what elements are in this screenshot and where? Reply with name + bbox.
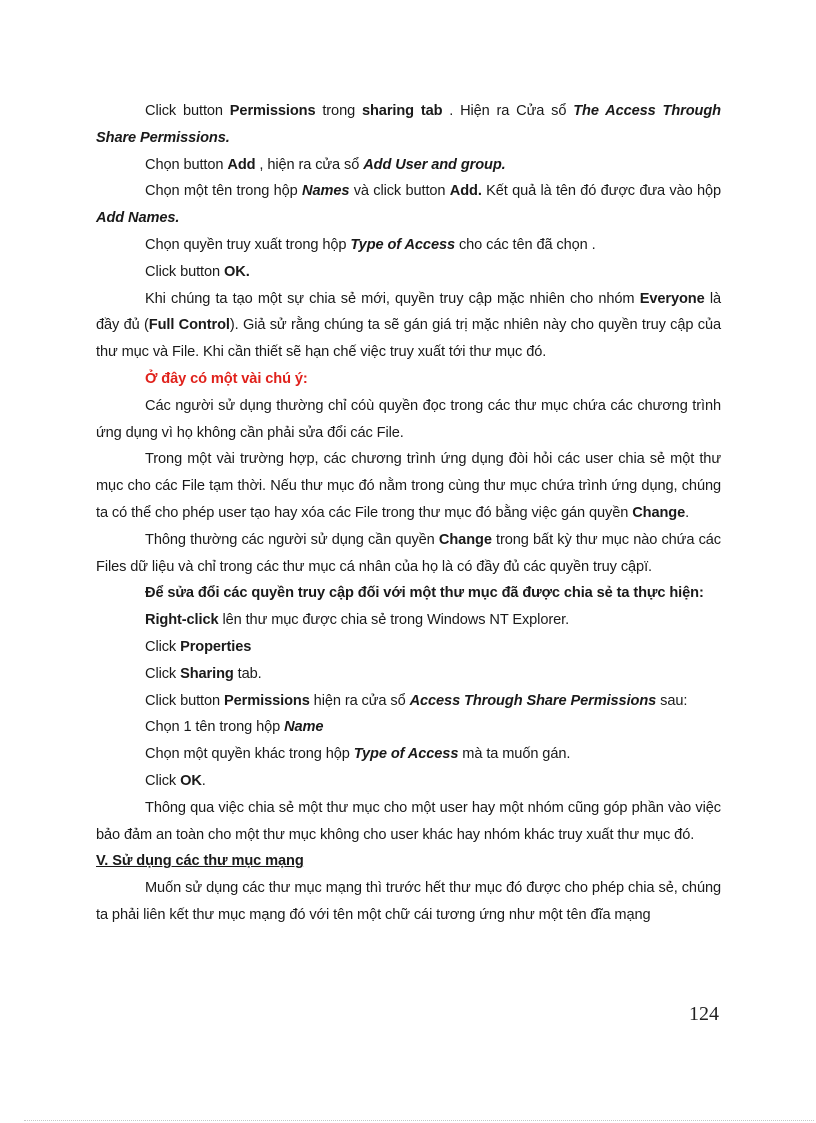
paragraph (96, 152, 721, 179)
text-run: Chọn 1 tên trong hộp (145, 719, 285, 736)
document-body (96, 98, 721, 929)
paragraph (96, 393, 721, 447)
paragraph (96, 661, 721, 688)
text-run: Click button (145, 103, 230, 119)
paragraph (96, 232, 721, 259)
paragraph (96, 580, 721, 607)
text-run: trong (315, 103, 362, 119)
text-run: Names (302, 183, 350, 200)
paragraph (96, 688, 721, 715)
text-run: . (201, 772, 206, 789)
paragraph (96, 286, 721, 366)
text-run: Thông qua việc chia sẻ một thư mục cho một user hay một nhóm cũng góp phần vào việc bảo đảm an toàn cho một thư mục không cho user khác hay nhóm khác truy xuất thư mục đó. (96, 799, 721, 843)
text-run: Type of Access (350, 236, 455, 253)
text-run: Type of Access (353, 746, 459, 763)
text-run: Click (145, 638, 181, 655)
text-run: Access Through Share Permissions (409, 692, 657, 709)
text-run: Add User and group. (363, 156, 506, 173)
text-run: Thông thường các người sử dụng cần quyền (145, 531, 439, 548)
text-run: Click button (145, 263, 225, 280)
text-run: . (685, 504, 690, 521)
text-run: Full Control (148, 317, 230, 334)
text-run: ). Giả sử rằng chúng ta sẽ gán giá trị mặc nhiên này cho quyền truy cập của thư mục và File. Khi cần thiết sẽ hạn chế việc truy xuất tới thư mục đó. (96, 317, 722, 361)
text-run: hiện ra cửa sổ (309, 692, 410, 709)
paragraph (96, 634, 721, 661)
text-run: Ở đây có một vài chú ý: (145, 370, 308, 387)
text-run: Permissions (224, 692, 310, 709)
paragraph (96, 795, 721, 849)
text-run: Name (284, 719, 324, 736)
text-run: Properties (180, 638, 252, 655)
text-run: và click button (349, 183, 450, 200)
text-run: Change (438, 531, 492, 548)
text-run: Sharing (180, 665, 234, 682)
text-run: Add Names. (96, 210, 180, 227)
text-run: Khi chúng ta tạo một sự chia sẻ mới, quyền truy cập mặc nhiên cho nhóm (145, 290, 640, 307)
text-run: OK. (224, 263, 250, 280)
text-run: The Access Through Share Permissions. (96, 103, 721, 146)
text-run: Các người sử dụng thường chỉ cóù quyền đọc trong các thư mục chứa các chương trình ứng dụng vì họ không cần phải sửa đổi các File. (96, 397, 721, 441)
text-run: OK (180, 772, 202, 789)
text-run: Chọn quyền truy xuất trong hộp (145, 236, 351, 253)
paragraph (96, 178, 721, 232)
paragraph (96, 446, 721, 526)
text-run: Muốn sử dụng các thư mục mạng thì trước hết thư mục đó được cho phép chia sẻ, chúng ta phải liên kết thư mục mạng đó với tên một chữ cái tương ứng như một tên đĩa mạng (96, 880, 721, 923)
text-run: Trong một vài trường hợp, các chương trình ứng dụng đòi hỏi các user chia sẻ một thư mục cho các File tạm thời. Nếu thư mục đó nằm trong cùng thư mục chứa trình ứng dụng, chúng ta có thể cho phép user tạo hay xóa các File trong thư mục đó bằng việc gán quyền (96, 451, 721, 521)
text-run: Change (632, 504, 686, 521)
paragraph (96, 607, 721, 634)
text-run: Chọn button (145, 156, 228, 173)
text-run: Add (227, 156, 256, 173)
text-run: sau: (656, 692, 688, 709)
text-run: Click (145, 665, 181, 682)
text-run: , hiện ra cửa sổ (255, 156, 364, 173)
text-run: Permissions (229, 103, 316, 119)
text-run: lên thư mục được chia sẻ trong Windows NT Explorer. (218, 612, 570, 629)
footer-divider (24, 1120, 814, 1121)
text-run: Để sửa đổi các quyền truy cập đối với một thư mục đã được chia sẻ ta thực hiện: (145, 585, 704, 602)
paragraph (96, 366, 721, 393)
text-run: là đầy đủ ( (96, 290, 721, 334)
text-run: Chọn một quyền khác trong hộp (145, 746, 354, 763)
text-run: Add. (449, 183, 482, 200)
section-heading (96, 848, 721, 875)
text-run: Right-click (145, 612, 219, 629)
text-run: Everyone (639, 290, 705, 307)
text-run: trong bất kỳ thư mục nào chứa các Files dữ liệu và chỉ trong các thư mục cá nhân của họ là có đầy đủ các quyền truy cậpï. (96, 531, 721, 575)
paragraph (96, 741, 721, 768)
text-run: Click (145, 772, 181, 789)
page-number: 124 (689, 1003, 719, 1025)
text-run: sharing tab (361, 103, 443, 119)
paragraph (96, 98, 721, 152)
text-run: . Hiện ra Cửa sổ (442, 103, 574, 119)
text-run: mà ta muốn gán. (458, 746, 571, 763)
paragraph (96, 527, 721, 581)
text-run: tab. (233, 665, 262, 682)
text-run: V. Sử dụng các thư mục mạng (96, 853, 304, 870)
text-run: Click button (145, 692, 225, 709)
paragraph (96, 714, 721, 741)
text-run: Chọn một tên trong hộp (145, 183, 302, 200)
paragraph (96, 259, 721, 286)
paragraph (96, 875, 721, 929)
text-run: Kết quả là tên đó được đưa vào hộp (481, 183, 721, 200)
paragraph (96, 768, 721, 795)
text-run: cho các tên đã chọn . (455, 236, 596, 253)
